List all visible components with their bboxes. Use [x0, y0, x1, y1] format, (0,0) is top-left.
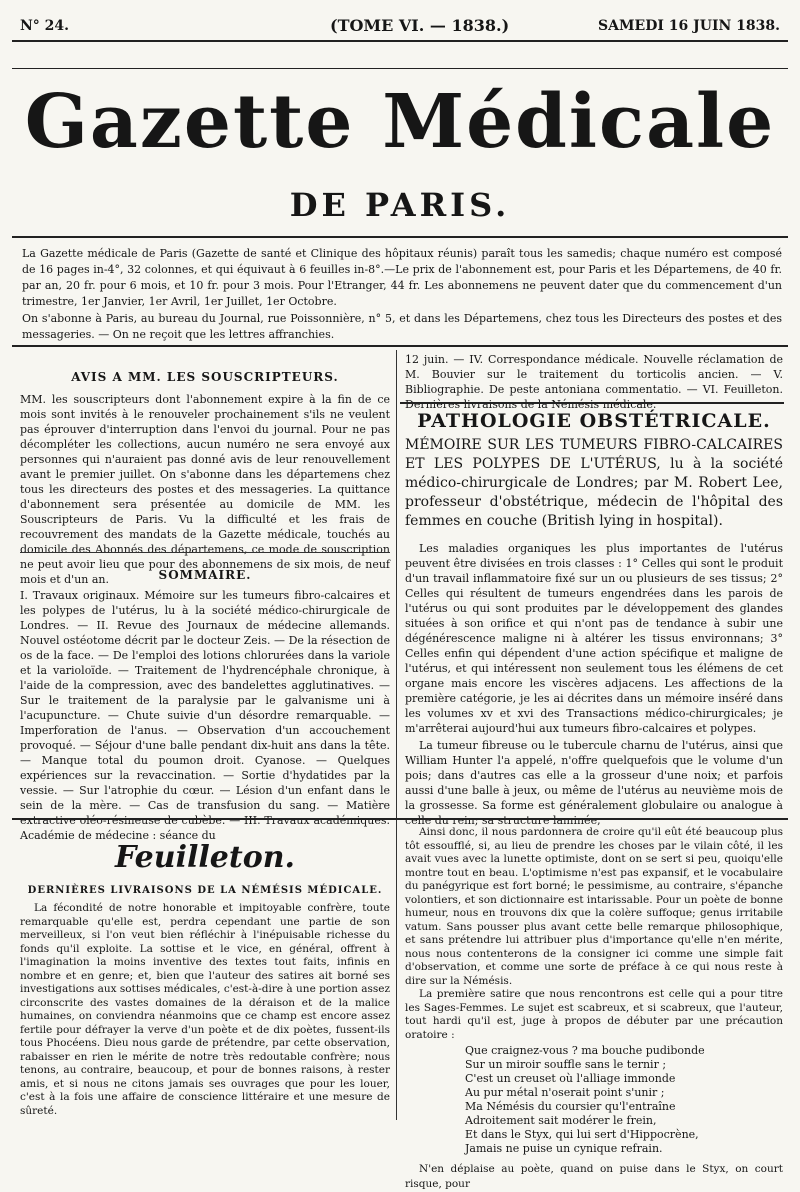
feuilleton-heading: DERNIÈRES LIVRAISONS DE LA NÉMÉSIS MÉDICALE.	[27, 885, 383, 896]
poem-line: Adroitement sait modérer le frein,	[465, 1114, 657, 1127]
poem-line: Que craignez-vous ? ma bouche pudibonde	[465, 1044, 705, 1057]
masthead-rule	[12, 236, 788, 238]
article-para-2: La tumeur fibreuse ou le tubercule charnu de l'utérus, ainsi que William Hunter l'a appelé, n'offre quelquefois que le volume d'un pois; dans d'autres cas elle a la grosseur d'une noix; et parfois aussi d'une balle à jeux, ou même de l'utérus au neuvième mois de la grossesse. Sa forme est généralement globulaire ou analogue à celle du rein; sa structure laminée,	[405, 739, 783, 827]
top-rule-2	[12, 68, 788, 69]
avis-body: MM. les souscripteurs dont l'abonnement expire à la fin de ce mois sont invités à le renouveler prochainement s'ils ne veulent pas éprouver d'interruption dans l'envoi du journal. Pour ne pas décompléter les collections, aucun numéro ne sera envoyé aux personnes qui n'auraient pas donné avis de leur renouvellement avant le premier juillet. On s'abonne dans les départemens chez tous les directeurs des postes et des messageries. La quittance d'abonnement sera présentée au domicile de MM. les Souscripteurs de Paris. Vu la difficulté et les frais de recouvrement des mandats de la Gazette médicale, touchés au domicile des Abonnés des départemens, ce mode de souscription ne peut avoir lieu que pour des abonnemens de six mois, de neuf mois et d'un an.	[20, 393, 390, 586]
feuilleton-right-para-1: Ainsi donc, il nous pardonnera de croire qu'il eût été beaucoup plus tôt essoufflé, si, au lieu de prendre les choses par le vilain côté, il les avait vues avec la lunette optimiste, dont on se sert si peu, quoiqu'elle montre tout en beau. L'optimisme n'est pas expansif, et le vocabulaire du panégyrique est fort borné; le pessimisme, au contraire, s'épanche volontiers, et son dictionnaire est intarissable. Pour un poète de bonne humeur, nous en trouvons dix que la colère suffoque; genus irritabile vatum. Sans pousser plus avant cette belle remarque philosophique, et sans prétendre lui attribuer plus d'importance qu'elle n'en mérite, nous nous contenterons de la consigner ici comme une simple fait d'observation, et comme une sorte de préface à ce qui nous reste à dire sur la Némésis.	[405, 826, 783, 987]
poem-line: Jamais ne puise un cynique refrain.	[465, 1142, 663, 1155]
poem-line: Sur un miroir souffle sans le ternir ;	[465, 1058, 667, 1071]
issue-strip	[12, 14, 788, 36]
column-divider	[396, 350, 397, 1120]
feuilleton-right-para-2: La première satire que nous rencontrons est celle qui a pour titre les Sages-Femmes. Le sujet est scabreux, et si scabreux, que l'auteur, tout hardi qu'il est, juge à propos de débuter par une précaution oratoire :	[405, 988, 783, 1041]
issue-number: N° 24.	[20, 18, 70, 34]
feuilleton-left	[20, 840, 390, 1118]
pathologie-section	[405, 410, 783, 828]
article-para-1: Les maladies organiques les plus importantes de l'utérus peuvent être divisées en trois classes : 1° Celles qui sont le produit d'un travail inflammatoire fixé sur un ou plusieurs de ses tissus; 2° Celles qui résultent de tumeurs engendrées dans les parois de l'utérus ou qui sont produites par le développement des glandes situées à son orifice et qui n'ont pas de tendance à subir une dégénérescence maligne ni à altérer les tissus environnans; 3° Celles enfin qui dépendent d'une action spécifique et maligne de l'utérus, et qui intéressent non seulement tous les élémens de cet organe mais encore les viscères adjacens. Les affections de la première catégorie, je les ai décrites dans un mémoire inséré dans les volumes xv et xvi des Transactions médico-chirurgicales; je m'arrêterai aujourd'hui aux tumeurs fibro-calcaires et polypes.	[405, 542, 783, 735]
avis-rule	[20, 552, 390, 553]
sommaire-continued-text: 12 juin. — IV. Correspondance médicale. Nouvelle réclamation de M. Bouvier sur le traitement du torticolis ancien. — V. Bibliographie. De peste antoniana commentatio. — VI. Feuilleton. Dernières livraisons de la Némésis médicale.	[405, 353, 783, 411]
poem-line: C'est un creuset où l'alliage immonde	[465, 1072, 676, 1085]
feuilleton-title: Feuilleton.	[115, 840, 295, 875]
feuilleton-right	[405, 826, 783, 1192]
subscription-rule	[12, 345, 788, 347]
feuilleton-right-para-3: N'en déplaise au poète, quand on puise dans le Styx, on court risque, pour	[405, 1163, 783, 1190]
subscription-address: On s'abonne à Paris, au bureau du Journal, rue Poissonnière, n° 5, et dans les Départemens, chez tous les Directeurs des postes et des messageries. — On ne reçoit que les lettres affranchies.	[22, 312, 782, 341]
masthead-subtitle: DE PARIS.	[289, 186, 511, 224]
issue-date: SAMEDI 16 JUIN 1838.	[598, 18, 780, 34]
sommaire-body: I. Travaux originaux. Mémoire sur les tumeurs fibro-calcaires et les polypes de l'utérus, lu à la société médico-chirurgicale de Londres. — II. Revue des Journaux de médecine allemands. Nouvel ostéotome décrit par le docteur Zeis. — De la résection de os de la face. — De l'emploi des lotions chlorurées dans la variole et la varioloïde. — Traitement de l'hydrencéphale chronique, à l'aide de la compression, avec des bandelettes agglutinatives. — Sur le traitement de la paralysie par le galvanisme uni à l'acupuncture. — Chute suivie d'un désordre remarquable. — Imperforation de l'anus. — Observation d'un accouchement provoqué. — Séjour d'une balle pendant dix-huit ans dans la tête. — Manque total du poumon droit. Cyanose. — Quelques expériences sur la revaccination. — Sortie d'hydatides par la vessie. — Sur l'atrophie du cœur. — Lésion d'un enfant dans le sein de la mère. — Cas de transfusion du sang. — Matière extractive oléo-résineuse de cubèbe. — III. Travaux académiques. Académie de médecine : séance du	[20, 589, 390, 842]
pathologie-rule	[400, 402, 784, 404]
sommaire-heading: SOMMAIRE.	[158, 568, 252, 582]
avis-heading: AVIS A MM. LES SOUSCRIPTEURS.	[71, 370, 339, 384]
poem-line: Au pur métal n'oserait point s'unir ;	[465, 1086, 665, 1099]
sommaire-section	[20, 568, 390, 843]
poem-line: Et dans le Styx, qui lui sert d'Hippocrène,	[465, 1128, 699, 1141]
top-rule	[12, 40, 788, 42]
avis-section	[20, 370, 390, 587]
subscription-terms: La Gazette médicale de Paris (Gazette de santé et Clinique des hôpitaux réunis) paraît tous les samedis; chaque numéro est composé de 16 pages in-4°, 32 colonnes, et qui équivaut à 6 feuilles in-8°.—Le prix de l'abonnement est, pour Paris et les Départemens, de 40 fr. par an, 20 fr. pour 6 mois, et 10 fr. pour 3 mois. Pour l'Etranger, 44 fr. Les abonnemens ne peuvent dater que du commencement d'un trimestre, 1er Janvier, 1er Avril, 1er Juillet, 1er Octobre.	[22, 247, 782, 308]
poem-line: Ma Némésis du coursier qu'l'entraîne	[465, 1100, 676, 1113]
pathologie-heading: PATHOLOGIE OBSTÉTRICALE.	[417, 410, 771, 432]
masthead-title: Gazette Médicale	[24, 79, 776, 165]
poem-block	[465, 1044, 783, 1156]
feuilleton-body: La fécondité de notre honorable et impitoyable confrère, toute remarquable qu'elle est, perdra cependant une partie de son merveilleux, si l'on veut bien réfléchir à l'inépuisable richesse du fonds qu'il exploite. La sottise et le vice, en général, offrent à l'imagination la moins inventive des textes tout faits, infinis en nombre et en genre; et, bien que l'auteur des satires ait borné ses investigations aux sottises médicales, c'est-à-dire à une portion assez circonscrite des vastes domaines de la déraison et de la malice humaines, on conviendra néanmoins que ce champ est encore assez fertile pour défrayer la verve d'un poète et de dix poètes, fussent-ils tous Phocéens. Dieu nous garde de prétendre, par cette observation, rabaisser en rien le mérite de notre très redoutable confrère; nous tenons, au contraire, beaucoup, et pour de bonnes raisons, à rester amis, et si nous ne citons jamais ses ouvrages que pour les louer, c'est à la fois une affaire de conscience littéraire et une mesure de sûreté.	[20, 902, 390, 1117]
tome-label: (TOME VI. — 1838.)	[330, 16, 510, 35]
feuilleton-rule	[12, 818, 788, 820]
article-title: MÉMOIRE SUR LES TUMEURS FIBRO-CALCAIRES ET LES POLYPES DE L'UTÉRUS, lu à la société médico-chirurgicale de Londres; par M. Robert Lee, professeur d'obstétrique, médecin de l'hôpital des femmes en couche (British lying in hospital).	[405, 437, 783, 529]
